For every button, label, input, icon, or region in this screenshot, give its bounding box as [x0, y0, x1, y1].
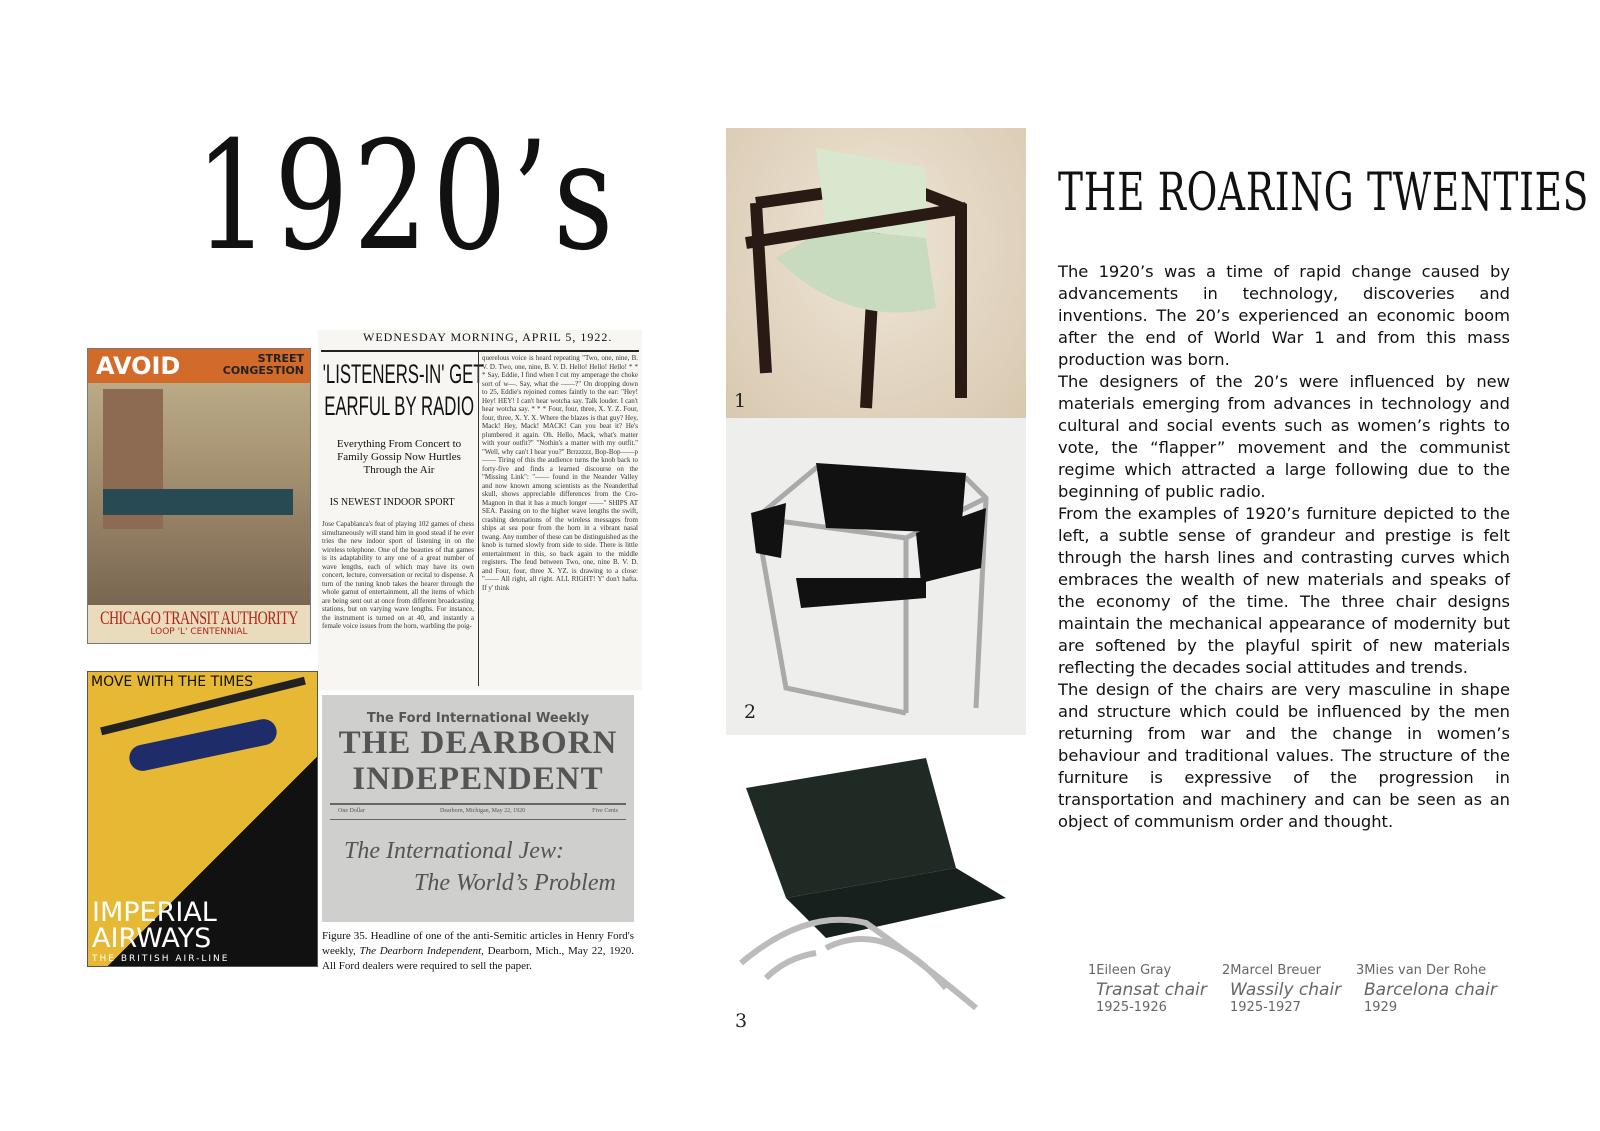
designer-name: Mies van Der Rohe — [1364, 963, 1487, 978]
dearborn-name-1: THE DEARBORN — [338, 725, 618, 761]
chair-years: 1925-1926 — [1096, 1000, 1167, 1015]
paragraph: The 1920’s was a time of rapid change caused by advancements in technology, discoveries and inventions. The 20’s experienced an economic boom after the end of World War 1 and from this mass production was born. — [1058, 262, 1510, 369]
dearborn-dateline-bar — [330, 803, 626, 820]
dateline: Dearborn, Michigan, May 22, 1920 — [440, 808, 526, 814]
price-right: Five Cents — [592, 808, 618, 814]
newspaper-date: WEDNESDAY MORNING, APRIL 5, 1922. — [363, 330, 613, 344]
caption-suffix: , Dearborn, Mich., May 22, 1920. All Ford dealers were required to sell the paper. — [322, 945, 634, 972]
barcelona-chair-photo — [726, 748, 1026, 1032]
divider — [321, 350, 639, 352]
poster-tagline: THE BRITISH AIR-LINE — [92, 954, 230, 964]
poster-street — [223, 353, 304, 377]
chair-caption-2 — [1222, 963, 1341, 1015]
designer-name: Marcel Breuer — [1230, 963, 1321, 978]
designer — [1088, 963, 1207, 978]
dearborn-independent-clipping — [322, 695, 634, 922]
transat-chair-photo — [726, 128, 1026, 418]
column-divider — [478, 352, 479, 686]
newspaper-subhead-2: IS NEWEST INDOOR SPORT — [329, 496, 455, 508]
barcelona-chair-illustration — [726, 748, 1026, 1032]
wassily-chair-illustration — [726, 418, 1026, 735]
headline-line-2: EARFUL BY RADIO — [324, 391, 474, 421]
chair-years: 1929 — [1364, 1000, 1398, 1015]
caption-italic: The Dearborn Independent — [359, 945, 482, 957]
poster-banner — [88, 349, 310, 383]
caption-number: 2 — [1222, 963, 1231, 978]
dearborn-headline-1: The International Jew: — [344, 838, 564, 864]
dearborn-weekly: The Ford International Weekly — [366, 711, 590, 726]
caption-number: 3 — [1356, 963, 1365, 978]
body-text — [1058, 261, 1510, 833]
figure-caption — [322, 929, 634, 974]
price-left: One Dollar — [338, 808, 365, 814]
chair-name: Barcelona chair — [1364, 980, 1497, 1000]
chair-number-2: 2 — [744, 701, 757, 723]
headline-line-1: 'LISTENERS-IN' GET — [322, 359, 484, 389]
wassily-chair-photo — [726, 418, 1026, 735]
chair-name: Transat chair — [1096, 980, 1207, 1000]
poster-brand — [92, 897, 217, 954]
chair-caption-3 — [1356, 963, 1497, 1015]
newspaper-column-left: Jose Capablanca's feat of playing 102 games of chess simultaneously will stand him in good stead if he ever tries the new indoor sport of listening in on the wireless telephone. One of the beauties of that games is its adaptability to any one of a great number of wave lengths, each of which may have its own concert, lecture, conversation or recital to dispense. A turn of the tuning knob takes the hearer through the whole gamut of entertainment, all the items of which are being sent out at once from different broadcasting stations, but on varying wave lengths. For instance, the instrument is turned on at 40, and instantly a female voice issues from the horn, warbling the poig- — [322, 520, 474, 630]
poster-cta: CHICAGO TRANSIT AUTHORITY — [100, 609, 298, 630]
newspaper-clipping — [318, 330, 642, 690]
imperial-airways-poster — [87, 671, 318, 967]
dearborn-headline-2: The World’s Problem — [414, 870, 616, 896]
caption-prefix: Figure 35. Headline of one of the anti-Semitic articles in Henry Ford's weekly, — [322, 930, 634, 957]
section-heading: THE ROARING TWENTIES — [1058, 163, 1590, 223]
chicago-transit-poster — [87, 348, 311, 644]
chair-number-1: 1 — [734, 390, 747, 412]
page-title: 1920’s — [195, 110, 619, 284]
elevated-train-illustration — [103, 489, 293, 515]
newspaper-subhead: Everything From Concert to Family Gossip Now Hurtles Through the Air — [336, 438, 462, 476]
chair-name: Wassily chair — [1230, 980, 1342, 1000]
newspaper-headline — [322, 358, 484, 422]
poster-imperial: IMPERIAL — [92, 897, 217, 928]
poster-footer — [88, 605, 310, 643]
poster-avoid: AVOID — [96, 352, 181, 380]
chair-number-3: 3 — [735, 1010, 748, 1032]
poster-street-text: STREET — [257, 352, 304, 365]
transat-chair-illustration — [726, 128, 1026, 418]
paragraph: The design of the chairs are very masculine in shape and structure which could be influenced by the men returning from war and the change in women’s behaviour and traditional values. The structure of the furniture is expressive of the progression in transportation and machinery and can be seen as an object of communism order and thought. — [1058, 680, 1510, 831]
chair-years: 1925-1927 — [1230, 1000, 1301, 1015]
paragraph: From the examples of 1920’s furniture depicted to the left, a subtle sense of grandeur and prestige is felt through the harsh lines and contrasting curves which embraces the wealth of new materials and speaks of the economy of the time. The three chair designs maintain the mechanical appearance of modernity but are softened by the playful spirit of new materials reflecting the decades social attitudes and trends. — [1058, 504, 1510, 677]
poster-slogan: MOVE WITH THE TIMES — [91, 674, 254, 690]
chair-caption-1 — [1088, 963, 1207, 1015]
poster-airways: AIRWAYS — [92, 923, 212, 954]
designer-name: Eileen Gray — [1096, 963, 1172, 978]
poster-congestion-text: CONGESTION — [222, 364, 304, 377]
newspaper-column-right: querelous voice is heard repeating "Two, one, nine, B. V. D. Two, one, nine, B. V. D. Hello! Hello! Hello! * * * Say, Eddie, I find when I cut my amperage the choke sort of w—. Say, what the ——?" On dropping down to 25, Eddie's rejoined comes faintly to the ear: "Hey! Hey! HEY! I can't hear wotcha say. Talk louder. I can't hear wotcha say. * * * Four, four, three, X. Y. Z. Four, four, three, X. Y. X. Where the blazes is that guy? Hey, Mack! Hey, Mack! MACK! Can you beat it? He's plumbered it again. Oh. Hello, Mack, what's matter with your outfit?" "Nothin's a matter with my outfit." "Well, why can't I hear you?" Brrzzzzz, Bop-Bop——p—— Tiring of this the audience turns the knob back to forty-five and finds a learned discourse on the "Missing Link": "—— found in the Neander Valley and now known among scientists as the Neanderthal skull, shows appreciable differences from the Cro-Magnon in that it has a much longer ——" SHIPS AT SEA. Passing on to the higher wave lengths the swift, crashing detonations of the wireless messages from ships at sea pour from the horn in a vibrant nasal twang. Any number of these can be distinguished as the knob is turned slowly from side to side. There is little entertainment in this, so back again to the middle registers. The feud between Two, one, nine B. V. D. and Four, four, three X. YZ. is drawing to a close: "—— All right, all right. ALL RIGHT! Y' don't hafta. If y' think — [482, 354, 638, 592]
designer — [1356, 963, 1497, 978]
dearborn-name-2: INDEPENDENT — [352, 761, 604, 797]
paragraph: The designers of the 20’s were influenced by new materials emerging from advances in technology and cultural and social events such as women’s rights to vote, the “flapper” movement and the communist regime which attracted a large following due to the beginning of public radio. — [1058, 372, 1510, 501]
designer — [1222, 963, 1341, 978]
caption-number: 1 — [1088, 963, 1097, 978]
plane-illustration — [127, 717, 279, 774]
poster-loop: LOOP 'L' CENTENNIAL — [150, 627, 248, 637]
